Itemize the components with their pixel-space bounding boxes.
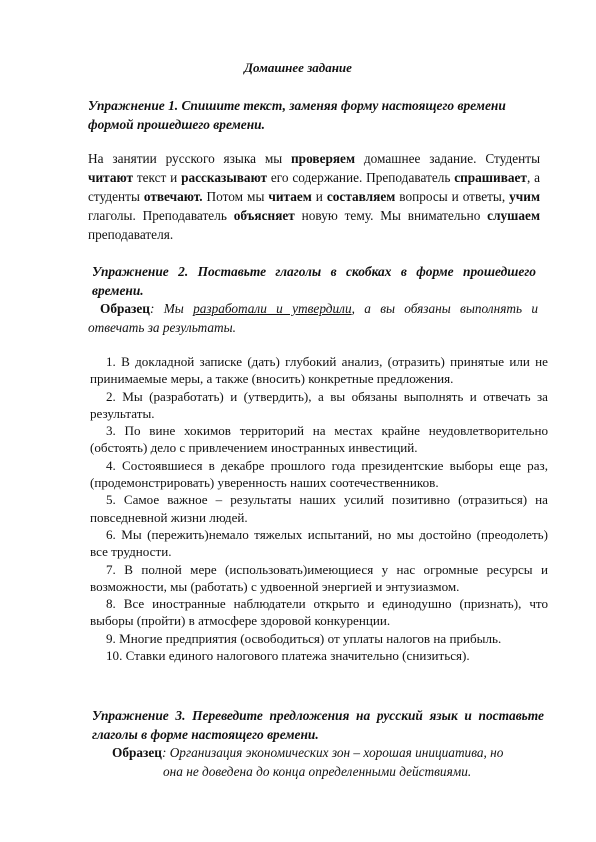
text-segment: и	[311, 189, 327, 204]
text-segment: его содержание. Преподаватель	[267, 170, 455, 185]
verb-highlight: спрашивает	[454, 170, 527, 185]
list-item: 7. В полной мере (использовать)имеющиеся у нас огромные ресурсы и возможности, мы (работать) с удвоенной энергией и энтузиазмом.	[90, 561, 548, 594]
exercise-1-heading: Упражнение 1. Спишите текст, заменяя форму настоящего времени формой прошедшего времени.	[88, 98, 506, 132]
text-segment: новую тему. Мы внимательно	[294, 208, 488, 223]
text-segment: вопросы и ответы,	[395, 189, 510, 204]
text-segment: , а студенты	[88, 170, 540, 204]
list-item: 4. Состоявшиеся в декабре прошлого года президентские выборы еще раз, (продемонстрировать) уверенность наших соотечественников.	[90, 457, 548, 491]
exercise-2-list	[90, 353, 548, 664]
verb-highlight: читают	[88, 170, 134, 185]
verb-highlight: учим	[509, 189, 541, 204]
exercise-3-heading: Упражнение 3. Переведите предложения на русский язык и поставьте глаголы в форме настоящего времени.	[92, 708, 544, 742]
sample-line-1: : Организация экономических зон – хорошая инициатива, но	[161, 745, 504, 760]
text-segment: домашнее задание. Студенты	[355, 151, 541, 166]
verb-highlight: проверяем	[291, 151, 356, 166]
exercise-2-sample	[88, 299, 538, 337]
exercise-2-heading: Упражнение 2. Поставьте глаголы в скобках в форме прошедшего времени.	[92, 264, 536, 298]
text-segment: текст и	[133, 170, 182, 185]
page-title: Домашнее задание	[244, 60, 352, 75]
list-item: 2. Мы (разработать) и (утвердить), а вы обязаны выполнять и отвечать за результаты.	[90, 388, 548, 421]
list-item: 9. Многие предприятия (освободиться) от уплаты налогов на прибыль.	[106, 630, 502, 646]
text-segment: глаголы. Преподаватель	[88, 208, 234, 223]
exercise-3-sample	[112, 743, 552, 762]
sample-segment: : Мы	[149, 301, 194, 316]
text-segment: Потом мы	[202, 189, 269, 204]
list-item: 5. Самое важное – результаты наших усилий позитивно (отразиться) на повседневной жизни людей.	[90, 492, 548, 525]
verb-highlight: читаем	[268, 189, 312, 204]
exercise-3-sample-line-2: она не доведена до конца определенными действиями.	[163, 764, 472, 779]
verb-highlight: объясняет	[233, 208, 295, 223]
list-item: 3. По вине хокимов территорий на местах крайне неудовлетворительно (обстоять) дело с привлечением иностранных инвестиций.	[90, 423, 548, 456]
verb-highlight: составляем	[326, 189, 396, 204]
verb-highlight: слушаем	[487, 208, 541, 223]
text-segment: преподавателя.	[88, 227, 174, 242]
exercise-1-text	[88, 149, 540, 244]
sample-underlined: разработали и утвердили	[193, 301, 352, 316]
list-item: 6. Мы (пережить)немало тяжелых испытаний, но мы достойно (преодолеть) все трудности.	[90, 526, 548, 560]
verb-highlight: рассказывают	[181, 170, 268, 185]
sample-text	[88, 301, 538, 335]
sample-label: Образец	[100, 301, 150, 316]
list-item: 8. Все иностранные наблюдатели открыто и единодушно (признать), что выборы (пройти) в атмосфере здоровой конкуренции.	[90, 596, 548, 629]
sample-label: Образец	[112, 745, 162, 760]
sample-segment: , а вы обязаны выполнять и отвечать за результаты.	[88, 301, 538, 335]
list-item: 10. Ставки единого налогового платежа значительно (снизиться).	[106, 648, 470, 664]
list-item: 1. В докладной записке (дать) глубокий анализ, (отразить) принятые или не принимаемые меры, а также (вносить) конкретные предложения.	[90, 354, 548, 387]
verb-highlight: отвечают.	[143, 189, 203, 204]
text-segment: На занятии русского языка мы	[88, 151, 292, 166]
